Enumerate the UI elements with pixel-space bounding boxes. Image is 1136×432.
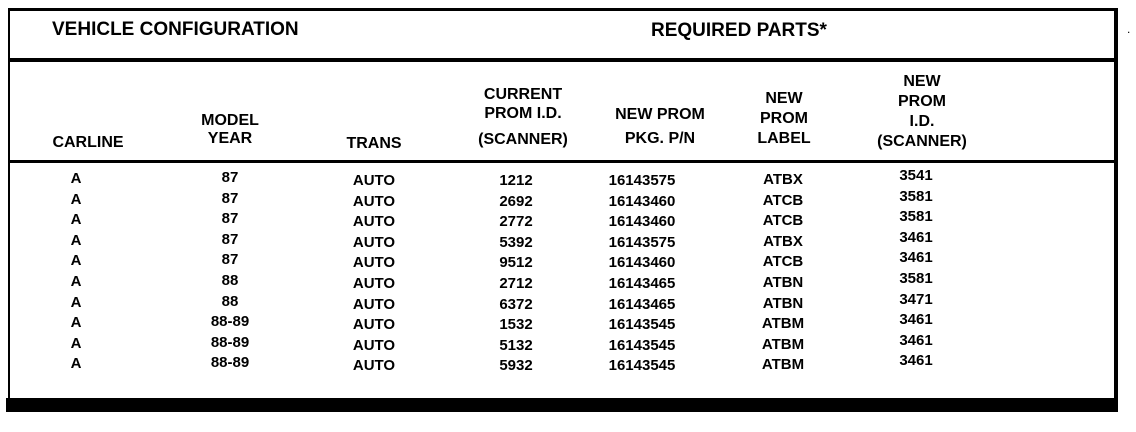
cell-current-prom-id: 5132	[499, 337, 533, 354]
edge-mark: .	[1127, 22, 1131, 36]
cell-model-year: 87	[221, 210, 239, 227]
col-trans-line: TRANS	[346, 135, 402, 152]
cell-new-prom-label: ATBN	[762, 295, 804, 312]
col-carline	[36, 135, 140, 151]
col-new-prom-label-line: LABEL	[757, 130, 811, 147]
cell-model-year: 87	[221, 169, 239, 186]
col-model-year	[180, 112, 280, 148]
col-current-prom-line: (SCANNER)	[478, 131, 568, 148]
cell-current-prom-id: 6372	[499, 296, 533, 313]
cell-new-prom-pkg: 16143575	[608, 234, 676, 251]
cell-current-prom-id: 5932	[499, 357, 533, 374]
cell-model-year: 87	[221, 251, 239, 268]
cell-new-prom-label: ATBM	[761, 336, 805, 353]
cell-new-prom-id: 3461	[899, 332, 933, 349]
header-rule	[8, 58, 1118, 62]
col-trans	[324, 136, 424, 152]
cell-model-year: 87	[221, 190, 239, 207]
cell-current-prom-id: 9512	[499, 254, 533, 271]
cell-current-prom-id: 2772	[499, 213, 533, 230]
cell-trans: AUTO	[352, 193, 396, 210]
cell-new-prom-id: 3581	[899, 208, 933, 225]
cell-new-prom-label: ATBM	[761, 356, 805, 373]
cell-carline: A	[70, 355, 82, 372]
cell-model-year: 88-89	[210, 334, 250, 351]
cell-model-year: 88	[221, 272, 239, 289]
cell-trans: AUTO	[352, 316, 396, 333]
col-new-prom-id	[862, 72, 982, 152]
cell-carline: A	[70, 252, 82, 269]
cell-new-prom-id: 3461	[899, 352, 933, 369]
col-current-prom-id	[466, 87, 580, 148]
cell-trans: AUTO	[352, 254, 396, 271]
cell-carline: A	[70, 314, 82, 331]
cell-carline: A	[70, 170, 82, 187]
cell-new-prom-pkg: 16143545	[608, 316, 676, 333]
cell-model-year: 87	[221, 231, 239, 248]
cell-trans: AUTO	[352, 296, 396, 313]
cell-new-prom-label: ATBM	[761, 315, 805, 332]
cell-new-prom-pkg: 16143545	[608, 357, 676, 374]
col-new-prom-pkg-line: NEW PROM	[615, 106, 705, 123]
cell-trans: AUTO	[352, 275, 396, 292]
cell-new-prom-pkg: 16143465	[608, 296, 676, 313]
cell-new-prom-label: ATCB	[762, 212, 804, 229]
cell-new-prom-id: 3461	[899, 229, 933, 246]
col-new-prom-id-line: NEW	[903, 73, 941, 90]
cell-model-year: 88	[221, 293, 239, 310]
col-new-prom-id-line: I.D.	[909, 113, 935, 130]
cell-new-prom-id: 3461	[899, 311, 933, 328]
col-new-prom-id-line: PROM	[898, 93, 946, 110]
cell-carline: A	[70, 335, 82, 352]
cell-model-year: 88-89	[210, 354, 250, 371]
cell-new-prom-label: ATBN	[762, 274, 804, 291]
cell-carline: A	[70, 273, 82, 290]
cell-new-prom-id: 3471	[899, 291, 933, 308]
cell-model-year: 88-89	[210, 313, 250, 330]
cell-current-prom-id: 2692	[499, 193, 533, 210]
cell-trans: AUTO	[352, 234, 396, 251]
col-model-year-line: MODEL	[201, 112, 259, 129]
col-model-year-line: YEAR	[207, 130, 253, 147]
cell-carline: A	[70, 211, 82, 228]
col-carline-line: CARLINE	[52, 134, 124, 151]
top-rule	[8, 8, 1118, 11]
cell-current-prom-id: 1212	[499, 172, 533, 189]
cell-new-prom-pkg: 16143545	[608, 337, 676, 354]
cell-new-prom-pkg: 16143465	[608, 275, 676, 292]
cell-trans: AUTO	[352, 357, 396, 374]
cell-current-prom-id: 5392	[499, 234, 533, 251]
cell-new-prom-id: 3581	[899, 270, 933, 287]
required-parts-heading: REQUIRED PARTS*	[651, 20, 827, 41]
cell-new-prom-pkg: 16143575	[608, 172, 676, 189]
cell-new-prom-id: 3461	[899, 249, 933, 266]
col-new-prom-label-line: NEW	[765, 90, 803, 107]
col-current-prom-line: CURRENT	[483, 86, 563, 103]
cell-carline: A	[70, 191, 82, 208]
col-current-prom-line: PROM I.D.	[484, 105, 562, 122]
cell-current-prom-id: 2712	[499, 275, 533, 292]
cell-trans: AUTO	[352, 172, 396, 189]
cell-new-prom-pkg: 16143460	[608, 193, 676, 210]
cell-carline: A	[70, 294, 82, 311]
cell-current-prom-id: 1532	[499, 316, 533, 333]
cell-carline: A	[70, 232, 82, 249]
bottom-rule	[6, 398, 1118, 412]
vehicle-configuration-heading: VEHICLE CONFIGURATION	[52, 19, 299, 40]
col-new-prom-id-line: (SCANNER)	[877, 133, 967, 150]
cell-new-prom-pkg: 16143460	[608, 213, 676, 230]
cell-new-prom-label: ATCB	[762, 253, 804, 270]
cell-new-prom-id: 3581	[899, 188, 933, 205]
column-header-rule	[8, 160, 1118, 163]
col-new-prom-label-line: PROM	[760, 110, 808, 127]
cell-new-prom-id: 3541	[899, 167, 933, 184]
cell-new-prom-pkg: 16143460	[608, 254, 676, 271]
col-new-prom-label	[738, 89, 830, 149]
cell-trans: AUTO	[352, 213, 396, 230]
col-new-prom-pkg-line: PKG. P/N	[624, 130, 696, 147]
cell-trans: AUTO	[352, 337, 396, 354]
cell-new-prom-label: ATBX	[763, 171, 803, 188]
cell-new-prom-label: ATCB	[762, 192, 804, 209]
col-new-prom-pkg	[598, 107, 722, 147]
cell-new-prom-label: ATBX	[763, 233, 803, 250]
